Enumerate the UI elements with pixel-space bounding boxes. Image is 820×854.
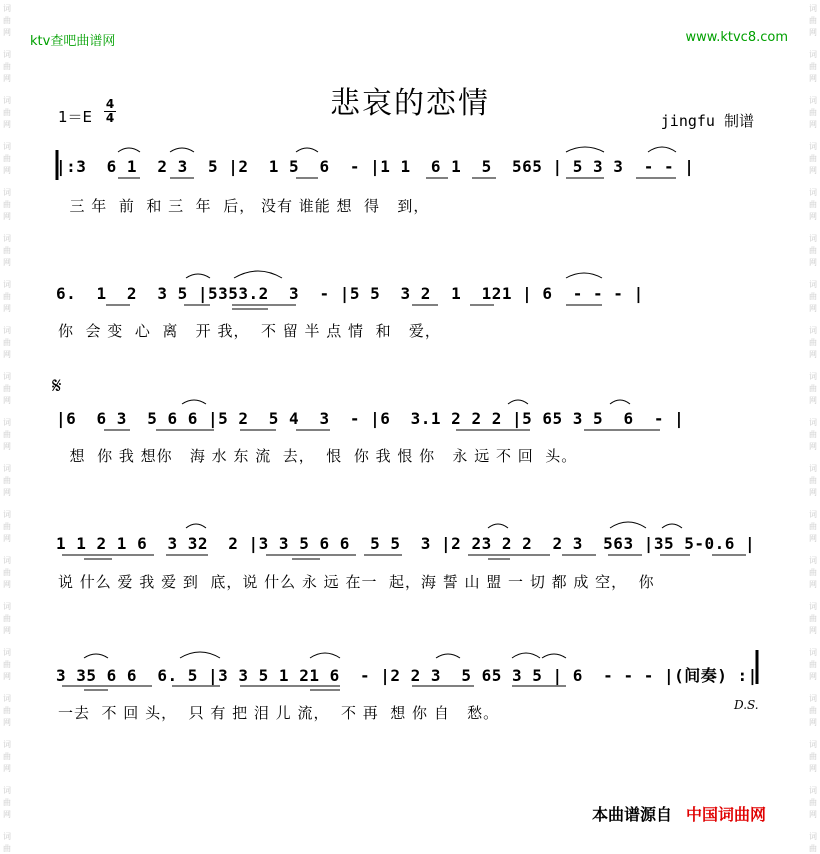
watermark-glyph: 词 — [809, 740, 817, 749]
watermark-glyph: 词 — [809, 326, 817, 335]
watermark-glyph: 网 — [809, 304, 817, 313]
watermark-glyph: 曲 — [3, 154, 11, 163]
watermark-glyph: 网 — [809, 764, 817, 773]
watermark-glyph: 曲 — [809, 384, 817, 393]
watermark-glyph: 网 — [3, 258, 11, 267]
source-credit — [592, 802, 766, 825]
watermark-glyph: 词 — [3, 280, 11, 289]
watermark-glyph: 曲 — [809, 568, 817, 577]
watermark-glyph: 曲 — [3, 384, 11, 393]
song-title: 悲哀的恋情 — [330, 86, 490, 121]
watermark-glyph: 词 — [809, 464, 817, 473]
watermark-glyph: 曲 — [809, 430, 817, 439]
lyrics-line-5: 一去 不 回 头， 只 有 把 泪 儿 流， 不 再 想 你 自 愁。 — [58, 704, 500, 722]
source-label: 本曲谱源自 — [592, 805, 673, 824]
lyrics-line-4: 说 什么 爱 我 爱 到 底，说 什么 永 远 在一 起，海 誓 山 盟 一 切 都 成 空， 你 — [58, 573, 655, 591]
watermark-glyph: 词 — [3, 464, 11, 473]
watermark-glyph: 网 — [3, 442, 11, 451]
watermark-glyph: 网 — [809, 258, 817, 267]
notation-line-3: |6 6 3 5 6 6 |5 2 5 4 3 - |6 3.1 2 2 2 |5 65 3 5 6 - | — [56, 409, 685, 428]
watermark-glyph: 词 — [3, 602, 11, 611]
watermark-glyph: 曲 — [3, 752, 11, 761]
source-site-name[interactable]: 中国词曲网 — [686, 805, 767, 824]
watermark-glyph: 网 — [3, 120, 11, 129]
watermark-glyph: 词 — [809, 602, 817, 611]
watermark-glyph: 曲 — [809, 246, 817, 255]
watermark-glyph: 曲 — [3, 522, 11, 531]
watermark-glyph: 曲 — [809, 752, 817, 761]
segno-sign: 𝄋 — [52, 374, 62, 399]
watermark-glyph: 网 — [3, 304, 11, 313]
watermark-glyph: 曲 — [3, 338, 11, 347]
lyrics-line-3: 想 你 我 想你 海 水 东 流 去， 恨 你 我 恨 你 永 远 不 回 头。 — [58, 447, 578, 465]
watermark-glyph: 网 — [809, 534, 817, 543]
watermark-glyph: 词 — [3, 740, 11, 749]
watermark-glyph: 词 — [3, 556, 11, 565]
watermark-glyph: 网 — [3, 396, 11, 405]
site-url-right[interactable]: www.ktvc8.com — [685, 30, 788, 45]
watermark-glyph: 曲 — [3, 292, 11, 301]
watermark-glyph: 词 — [809, 556, 817, 565]
watermark-glyph: 词 — [809, 96, 817, 105]
lyrics-line-1: 三 年 前 和 三 年 后， 没有 谁能 想 得 到， — [58, 197, 430, 215]
arranger-credit: jingfu 制谱 — [660, 112, 754, 130]
watermark-glyph: 词 — [809, 694, 817, 703]
watermark-glyph: 网 — [809, 212, 817, 221]
watermark-glyph: 曲 — [809, 706, 817, 715]
notation-line-5: 3 35 6 6 6. 5 |3 3 5 1 21 6 - |2 2 3 5 65 3 5 | 6 - - - |(间奏) :| — [56, 666, 758, 685]
watermark-glyph: 网 — [3, 74, 11, 83]
watermark-glyph: 曲 — [809, 660, 817, 669]
watermark-glyph: 词 — [3, 50, 11, 59]
watermark-glyph: 词 — [3, 510, 11, 519]
watermark-glyph: 曲 — [3, 660, 11, 669]
watermark-glyph: 词 — [3, 694, 11, 703]
watermark-glyph: 曲 — [3, 16, 11, 25]
watermark-glyph: 词 — [809, 372, 817, 381]
watermark-glyph: 网 — [809, 672, 817, 681]
watermark-glyph: 曲 — [3, 62, 11, 71]
watermark-glyph: 曲 — [3, 476, 11, 485]
watermark-glyph: 词 — [3, 418, 11, 427]
dal-segno-mark: D.S. — [734, 698, 759, 712]
watermark-glyph: 词 — [809, 142, 817, 151]
lyrics-line-2: 你 会 变 心 离 开 我， 不 留 半 点 情 和 爱， — [58, 322, 441, 340]
watermark-glyph: 曲 — [3, 430, 11, 439]
watermark-glyph: 词 — [3, 372, 11, 381]
watermark-glyph: 网 — [809, 580, 817, 589]
watermark-glyph: 词 — [809, 280, 817, 289]
watermark-glyph: 词 — [3, 786, 11, 795]
watermark-glyph: 词 — [809, 50, 817, 59]
watermark-glyph: 曲 — [809, 292, 817, 301]
watermark-glyph: 曲 — [3, 706, 11, 715]
watermark-glyph: 词 — [3, 4, 11, 13]
watermark-glyph: 网 — [809, 810, 817, 819]
watermark-glyph: 网 — [3, 626, 11, 635]
watermark-glyph: 网 — [3, 718, 11, 727]
watermark-glyph: 网 — [809, 442, 817, 451]
watermark-glyph: 词 — [809, 4, 817, 13]
watermark-glyph: 曲 — [809, 338, 817, 347]
watermark-glyph: 曲 — [809, 798, 817, 807]
watermark-glyph: 词 — [809, 786, 817, 795]
watermark-glyph: 词 — [809, 234, 817, 243]
watermark-glyph: 曲 — [3, 614, 11, 623]
watermark-glyph: 网 — [809, 488, 817, 497]
watermark-glyph: 网 — [809, 396, 817, 405]
watermark-glyph: 曲 — [809, 200, 817, 209]
watermark-glyph: 曲 — [809, 844, 817, 853]
watermark-glyph: 网 — [3, 764, 11, 773]
watermark-glyph: 曲 — [3, 844, 11, 853]
watermark-glyph: 网 — [809, 28, 817, 37]
watermark-glyph: 词 — [3, 648, 11, 657]
watermark-glyph: 词 — [809, 418, 817, 427]
watermark-glyph: 词 — [3, 96, 11, 105]
notation-line-2: 6. 1 2 3 5 |5353.2 3 - |5 5 3 2 1 121 | 6 - - - | — [56, 284, 644, 303]
watermark-glyph: 词 — [809, 188, 817, 197]
site-name-left[interactable]: ktv查吧曲谱网 — [30, 34, 116, 49]
watermark-glyph: 曲 — [809, 476, 817, 485]
watermark-glyph: 词 — [809, 648, 817, 657]
watermark-glyph: 网 — [809, 718, 817, 727]
watermark-glyph: 曲 — [3, 798, 11, 807]
watermark-glyph: 词 — [809, 510, 817, 519]
watermark-glyph: 曲 — [809, 108, 817, 117]
watermark-glyph: 网 — [3, 672, 11, 681]
watermark-glyph: 词 — [3, 142, 11, 151]
watermark-glyph: 网 — [809, 166, 817, 175]
watermark-glyph: 曲 — [3, 108, 11, 117]
watermark-glyph: 网 — [809, 74, 817, 83]
watermark-glyph: 曲 — [809, 154, 817, 163]
watermark-glyph: 网 — [3, 166, 11, 175]
watermark-glyph: 曲 — [809, 62, 817, 71]
watermark-glyph: 曲 — [809, 522, 817, 531]
watermark-glyph: 网 — [809, 626, 817, 635]
watermark-glyph: 曲 — [809, 614, 817, 623]
watermark-glyph: 词 — [3, 234, 11, 243]
watermark-glyph: 网 — [809, 350, 817, 359]
watermark-glyph: 网 — [3, 534, 11, 543]
time-signature-top: 4 — [105, 97, 115, 111]
watermark-glyph: 网 — [3, 28, 11, 37]
notation-line-4: 1 1 2 1 6 3 32 2 |3 3 5 6 6 5 5 3 |2 23 2 2 2 3 563 |35 5-0.6 | — [56, 534, 756, 553]
watermark-glyph: 曲 — [3, 246, 11, 255]
watermark-glyph: 曲 — [3, 568, 11, 577]
watermark-glyph: 网 — [809, 120, 817, 129]
watermark-glyph: 词 — [809, 832, 817, 841]
watermark-glyph: 曲 — [3, 200, 11, 209]
watermark-glyph: 词 — [3, 832, 11, 841]
notation-line-1: |:3 6 1 2 3 5 |2 1 5 6 - |1 1 6 1 5 565 | 5 3 3 - - | — [56, 157, 695, 176]
watermark-glyph: 网 — [3, 580, 11, 589]
watermark-glyph: 网 — [3, 488, 11, 497]
key-signature: 1＝E — [58, 108, 93, 126]
watermark-glyph: 词 — [3, 188, 11, 197]
time-signature-bottom: 4 — [105, 111, 115, 125]
watermark-glyph: 网 — [3, 212, 11, 221]
watermark-glyph: 曲 — [809, 16, 817, 25]
watermark-glyph: 词 — [3, 326, 11, 335]
watermark-glyph: 网 — [3, 350, 11, 359]
watermark-glyph: 网 — [3, 810, 11, 819]
